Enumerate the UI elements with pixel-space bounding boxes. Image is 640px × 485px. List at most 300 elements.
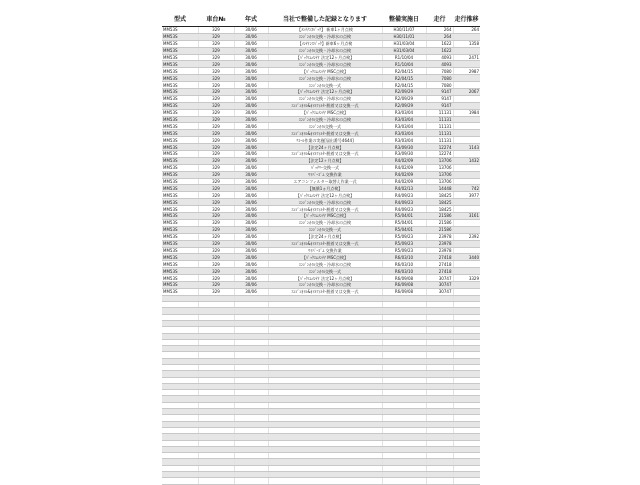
cell-service-date: R1/10/04	[382, 61, 426, 68]
cell-service-description: 【ﾊﾟｯｸｴﾑﾒﾝﾃﾅ MSC点検】	[268, 213, 382, 220]
cell-mileage-change	[453, 164, 480, 171]
cell-service-description: ｴﾝｼﾞﾝｵｲﾙ交換・冷却水の点検	[268, 281, 382, 288]
cell-model: MM53S	[162, 47, 198, 54]
cell-chassis-number: 329	[198, 109, 234, 116]
cell-model: MM53S	[162, 130, 198, 137]
table-row	[162, 247, 480, 254]
cell-mileage: 13706	[426, 171, 453, 178]
cell-service-description: ｴﾝｼﾞﾝｵｲﾙ交換・冷却水の点検	[268, 116, 382, 123]
cell-chassis-number: 329	[198, 33, 234, 40]
maintenance-record-table	[162, 10, 480, 485]
cell-mileage: 12274	[426, 144, 453, 151]
cell-service-date: R6/09/08	[382, 288, 426, 295]
cell-service-date: R5/04/01	[382, 213, 426, 220]
cell-mileage: 23978	[426, 240, 453, 247]
cell-service-date: R2/04/15	[382, 75, 426, 82]
cell-service-description: 【ﾊﾟｯｸｴﾑﾒﾝﾃﾅ 法定12ヶ月点検】	[268, 275, 382, 282]
cell-mileage: 13706	[426, 164, 453, 171]
table-row	[162, 109, 480, 116]
cell-mileage-change	[453, 261, 480, 268]
cell-service-date: R5/09/23	[382, 233, 426, 240]
cell-chassis-number: 329	[198, 130, 234, 137]
cell-model: MM53S	[162, 199, 198, 206]
table-row	[162, 130, 480, 137]
cell-chassis-number: 329	[198, 233, 234, 240]
header-mileage: 走行	[426, 10, 453, 27]
cell-mileage-change	[453, 268, 480, 275]
cell-chassis-number: 329	[198, 240, 234, 247]
table-row	[162, 144, 480, 151]
cell-model-year: 30/06	[234, 27, 268, 34]
cell-mileage: 4093	[426, 54, 453, 61]
cell-model-year: 30/06	[234, 109, 268, 116]
cell-model: MM53S	[162, 144, 198, 151]
table-row	[162, 261, 480, 268]
cell-mileage: 21586	[426, 213, 453, 220]
empty-cell	[426, 478, 453, 484]
cell-service-description: 【ﾊﾟｯｸｴﾑﾒﾝﾃﾅ 法定12ヶ月点検】	[268, 89, 382, 96]
table-row	[162, 281, 480, 288]
cell-service-date: R6/03/10	[382, 268, 426, 275]
cell-model: MM53S	[162, 240, 198, 247]
cell-service-date: R5/04/01	[382, 219, 426, 226]
cell-service-description: 【ﾒﾝﾃﾅﾝｽﾊﾟｯｸ】新車6ヶ月点検	[268, 40, 382, 47]
cell-service-date: R2/09/29	[382, 89, 426, 96]
cell-service-date: R3/03/04	[382, 137, 426, 144]
header-model-year: 年式	[234, 10, 268, 27]
table-row	[162, 254, 480, 261]
cell-model: MM53S	[162, 137, 198, 144]
cell-model: MM53S	[162, 233, 198, 240]
cell-model-year: 30/06	[234, 206, 268, 213]
header-model: 型式	[162, 10, 198, 27]
cell-model-year: 30/06	[234, 213, 268, 220]
cell-model: MM53S	[162, 102, 198, 109]
cell-service-date: R3/03/04	[382, 130, 426, 137]
cell-service-description: 【法定12ヶ月点検】	[268, 157, 382, 164]
cell-model: MM53S	[162, 288, 198, 295]
cell-model: MM53S	[162, 95, 198, 102]
cell-service-description: 【法定24ヶ月点検】	[268, 144, 382, 151]
cell-chassis-number: 329	[198, 27, 234, 34]
cell-mileage-change	[453, 61, 480, 68]
table-row	[162, 89, 480, 96]
cell-chassis-number: 329	[198, 192, 234, 199]
cell-service-date: R2/04/15	[382, 68, 426, 75]
cell-mileage: 21586	[426, 226, 453, 233]
cell-service-date: R5/09/23	[382, 240, 426, 247]
cell-model-year: 30/06	[234, 61, 268, 68]
cell-model: MM53S	[162, 116, 198, 123]
cell-mileage: 30747	[426, 281, 453, 288]
cell-mileage: 30747	[426, 275, 453, 282]
cell-chassis-number: 329	[198, 89, 234, 96]
cell-service-description: ﾊﾞｯﾃﾘｰ交換一式	[268, 164, 382, 171]
table-row	[162, 288, 480, 295]
cell-model: MM53S	[162, 123, 198, 130]
cell-service-description: ｴﾝｼﾞﾝｵｲﾙ&ｵｲﾙﾌｨﾙﾀｰ脱着又は交換一式	[268, 151, 382, 158]
cell-service-date: R5/04/01	[382, 226, 426, 233]
empty-cell	[198, 478, 234, 484]
table-row	[162, 68, 480, 75]
table-row	[162, 206, 480, 213]
cell-chassis-number: 329	[198, 226, 234, 233]
cell-model: MM53S	[162, 192, 198, 199]
table-row	[162, 137, 480, 144]
cell-mileage: 264	[426, 33, 453, 40]
cell-model: MM53S	[162, 82, 198, 89]
cell-model: MM53S	[162, 219, 198, 226]
cell-model: MM53S	[162, 40, 198, 47]
table-row	[162, 240, 480, 247]
cell-model: MM53S	[162, 226, 198, 233]
cell-chassis-number: 329	[198, 116, 234, 123]
cell-mileage: 27418	[426, 261, 453, 268]
cell-mileage: 21586	[426, 219, 453, 226]
cell-mileage-change	[453, 206, 480, 213]
cell-service-description: ﾜｲﾊﾟｰｺﾞﾑ 交換作業	[268, 247, 382, 254]
cell-service-date: R4/09/23	[382, 206, 426, 213]
cell-chassis-number: 329	[198, 199, 234, 206]
cell-mileage-change: 1432	[453, 157, 480, 164]
cell-service-date: R4/09/23	[382, 199, 426, 206]
cell-chassis-number: 329	[198, 185, 234, 192]
cell-mileage-change: 3329	[453, 275, 480, 282]
cell-service-date: R3/03/04	[382, 109, 426, 116]
cell-service-description: ｴﾝｼﾞﾝｵｲﾙ交換・冷却水の点検	[268, 261, 382, 268]
table-row	[162, 233, 480, 240]
cell-mileage-change: 2471	[453, 54, 480, 61]
header-service-description: 当社で整備した記録となります	[268, 10, 382, 27]
cell-chassis-number: 329	[198, 213, 234, 220]
empty-cell	[234, 478, 268, 484]
cell-mileage: 30747	[426, 288, 453, 295]
empty-cell	[453, 478, 480, 484]
header-mileage-change: 走行推移	[453, 10, 480, 27]
cell-service-description: ｴﾝｼﾞﾝｵｲﾙ交換・冷却水の点検	[268, 219, 382, 226]
table-row	[162, 27, 480, 34]
table-row	[162, 164, 480, 171]
cell-model: MM53S	[162, 151, 198, 158]
cell-model: MM53S	[162, 178, 198, 185]
cell-mileage-change: 2987	[453, 68, 480, 75]
cell-model-year: 30/06	[234, 199, 268, 206]
cell-mileage-change	[453, 123, 480, 130]
cell-chassis-number: 329	[198, 54, 234, 61]
cell-service-description: 【ﾒﾝﾃﾅﾝｽﾊﾟｯｸ】 新車1ヶ月点検	[268, 27, 382, 34]
cell-model: MM53S	[162, 33, 198, 40]
cell-service-date: R4/02/09	[382, 171, 426, 178]
table-row	[162, 33, 480, 40]
cell-model-year: 30/06	[234, 157, 268, 164]
cell-model-year: 30/06	[234, 151, 268, 158]
cell-chassis-number: 329	[198, 40, 234, 47]
cell-service-description: ﾘｺｰﾙ作業の実施[届出番号4644]	[268, 137, 382, 144]
cell-model-year: 30/06	[234, 95, 268, 102]
cell-chassis-number: 329	[198, 95, 234, 102]
cell-model: MM53S	[162, 275, 198, 282]
cell-model-year: 30/06	[234, 261, 268, 268]
cell-service-description: 【ﾊﾟｯｸｴﾑﾒﾝﾃﾅ 法定12ヶ月点検】	[268, 54, 382, 61]
cell-chassis-number: 329	[198, 123, 234, 130]
table-row	[162, 199, 480, 206]
cell-mileage: 1622	[426, 47, 453, 54]
cell-service-date: R6/03/10	[382, 261, 426, 268]
table-row	[162, 54, 480, 61]
cell-mileage-change	[453, 33, 480, 40]
cell-service-date: R4/02/09	[382, 157, 426, 164]
cell-model-year: 30/06	[234, 240, 268, 247]
header-service-date: 整備実施日	[382, 10, 426, 27]
cell-mileage: 13706	[426, 178, 453, 185]
cell-service-date: R6/09/08	[382, 275, 426, 282]
cell-mileage-change	[453, 171, 480, 178]
empty-cell	[162, 478, 198, 484]
cell-mileage-change: 1358	[453, 40, 480, 47]
cell-service-date: R2/09/29	[382, 102, 426, 109]
table-row	[162, 47, 480, 54]
cell-service-description: 【ﾊﾟｯｸｴﾑﾒﾝﾃﾅ MSC点検】	[268, 254, 382, 261]
cell-model: MM53S	[162, 171, 198, 178]
cell-chassis-number: 329	[198, 75, 234, 82]
cell-service-description: ｴﾝｼﾞﾝｵｲﾙ交換・冷却水の点検	[268, 33, 382, 40]
cell-model: MM53S	[162, 89, 198, 96]
cell-service-description: ｴﾝｼﾞﾝｵｲﾙ&ｵｲﾙﾌｨﾙﾀｰ脱着又は交換一式	[268, 130, 382, 137]
cell-model: MM53S	[162, 261, 198, 268]
cell-service-description: ｴﾝｼﾞﾝｵｲﾙ交換一式	[268, 268, 382, 275]
cell-chassis-number: 329	[198, 164, 234, 171]
cell-model: MM53S	[162, 164, 198, 171]
cell-mileage-change	[453, 75, 480, 82]
cell-chassis-number: 329	[198, 219, 234, 226]
cell-mileage: 7080	[426, 68, 453, 75]
cell-model-year: 30/06	[234, 164, 268, 171]
empty-cell	[382, 478, 426, 484]
cell-mileage: 11131	[426, 109, 453, 116]
cell-service-description: ｴﾝｼﾞﾝｵｲﾙ&ｵｲﾙﾌｨﾙﾀｰ脱着又は交換一式	[268, 240, 382, 247]
cell-chassis-number: 329	[198, 206, 234, 213]
cell-mileage: 23978	[426, 233, 453, 240]
header-chassis-number: 車台№	[198, 10, 234, 27]
cell-mileage: 11131	[426, 130, 453, 137]
cell-mileage-change	[453, 281, 480, 288]
cell-service-date: R2/09/29	[382, 95, 426, 102]
cell-mileage: 14448	[426, 185, 453, 192]
cell-model-year: 30/06	[234, 102, 268, 109]
cell-service-date: R2/04/15	[382, 82, 426, 89]
cell-chassis-number: 329	[198, 47, 234, 54]
cell-chassis-number: 329	[198, 247, 234, 254]
cell-service-description: ｴﾝｼﾞﾝｵｲﾙ交換・冷却水の点検	[268, 199, 382, 206]
table-row	[162, 192, 480, 199]
cell-mileage-change: 1143	[453, 144, 480, 151]
cell-model-year: 30/06	[234, 233, 268, 240]
cell-model-year: 30/06	[234, 40, 268, 47]
cell-service-date: R3/09/30	[382, 144, 426, 151]
cell-service-description: ｴﾝｼﾞﾝｵｲﾙ交換・冷却水の点検	[268, 95, 382, 102]
cell-chassis-number: 329	[198, 151, 234, 158]
table-row	[162, 226, 480, 233]
cell-mileage-change	[453, 116, 480, 123]
cell-model: MM53S	[162, 61, 198, 68]
cell-model-year: 30/06	[234, 192, 268, 199]
cell-service-description: ｴﾝｼﾞﾝｵｲﾙ交換一式	[268, 123, 382, 130]
cell-mileage: 1622	[426, 40, 453, 47]
cell-chassis-number: 329	[198, 137, 234, 144]
table-row	[162, 116, 480, 123]
cell-model-year: 30/06	[234, 130, 268, 137]
table-row	[162, 185, 480, 192]
cell-chassis-number: 329	[198, 268, 234, 275]
cell-mileage: 11131	[426, 116, 453, 123]
cell-mileage-change: 742	[453, 185, 480, 192]
cell-mileage-change: 2067	[453, 89, 480, 96]
cell-mileage-change	[453, 82, 480, 89]
cell-chassis-number: 329	[198, 157, 234, 164]
cell-service-date: R6/09/08	[382, 281, 426, 288]
cell-mileage: 7080	[426, 75, 453, 82]
cell-model: MM53S	[162, 206, 198, 213]
cell-model-year: 30/06	[234, 247, 268, 254]
cell-chassis-number: 329	[198, 144, 234, 151]
cell-service-date: H30/11/07	[382, 27, 426, 34]
cell-model-year: 30/06	[234, 185, 268, 192]
cell-service-description: ｴﾝｼﾞﾝｵｲﾙ交換一式	[268, 82, 382, 89]
cell-service-date: R3/03/04	[382, 116, 426, 123]
cell-mileage-change	[453, 226, 480, 233]
cell-model-year: 30/06	[234, 68, 268, 75]
table-row	[162, 102, 480, 109]
cell-chassis-number: 329	[198, 281, 234, 288]
cell-service-date: H30/11/01	[382, 33, 426, 40]
table-row	[162, 178, 480, 185]
cell-service-description: ｴﾝｼﾞﾝｵｲﾙ&ｵｲﾙﾌｨﾙﾀｰ脱着又は交換一式	[268, 288, 382, 295]
cell-mileage: 23978	[426, 247, 453, 254]
cell-mileage: 18425	[426, 199, 453, 206]
cell-mileage: 4093	[426, 61, 453, 68]
cell-mileage: 27418	[426, 254, 453, 261]
cell-service-description: ｴﾝｼﾞﾝｵｲﾙ&ｵｲﾙﾌｨﾙﾀｰ脱着又は交換一式	[268, 102, 382, 109]
cell-service-date: R4/02/13	[382, 185, 426, 192]
cell-model-year: 30/06	[234, 281, 268, 288]
cell-chassis-number: 329	[198, 102, 234, 109]
cell-mileage: 7080	[426, 82, 453, 89]
cell-mileage-change: 3440	[453, 254, 480, 261]
cell-chassis-number: 329	[198, 82, 234, 89]
cell-model-year: 30/06	[234, 226, 268, 233]
cell-service-description: 【ﾊﾟｯｸｴﾑﾒﾝﾃﾅ MSC点検】	[268, 109, 382, 116]
table-row	[162, 213, 480, 220]
cell-mileage: 12274	[426, 151, 453, 158]
table-row	[162, 171, 480, 178]
cell-service-description: エアコンフィルター取替え作業一式	[268, 178, 382, 185]
cell-model-year: 30/06	[234, 178, 268, 185]
cell-service-description: 【法定24ヶ月点検】	[268, 233, 382, 240]
cell-service-date: R4/09/23	[382, 192, 426, 199]
cell-service-description: ｴﾝｼﾞﾝｵｲﾙ交換・冷却水の点検	[268, 47, 382, 54]
cell-model: MM53S	[162, 213, 198, 220]
cell-model-year: 30/06	[234, 123, 268, 130]
table-row	[162, 40, 480, 47]
cell-mileage: 9147	[426, 95, 453, 102]
cell-model: MM53S	[162, 268, 198, 275]
cell-service-date: R4/02/09	[382, 164, 426, 171]
table-row	[162, 268, 480, 275]
cell-model: MM53S	[162, 27, 198, 34]
cell-model-year: 30/06	[234, 116, 268, 123]
cell-mileage-change: 264	[453, 27, 480, 34]
cell-chassis-number: 329	[198, 171, 234, 178]
cell-model-year: 30/06	[234, 137, 268, 144]
cell-model-year: 30/06	[234, 268, 268, 275]
cell-mileage-change	[453, 288, 480, 295]
cell-mileage-change	[453, 130, 480, 137]
cell-model: MM53S	[162, 247, 198, 254]
cell-chassis-number: 329	[198, 275, 234, 282]
cell-mileage-change	[453, 240, 480, 247]
empty-table-row	[162, 478, 480, 484]
table-row	[162, 95, 480, 102]
cell-mileage: 27418	[426, 268, 453, 275]
cell-service-description: ﾜｲﾊﾟｰｺﾞﾑ 交換作業	[268, 171, 382, 178]
cell-service-description: ｴﾝｼﾞﾝｵｲﾙ交換・冷却水の点検	[268, 61, 382, 68]
cell-service-description: ｴﾝｼﾞﾝｵｲﾙ交換・冷却水の点検	[268, 75, 382, 82]
table-body	[162, 27, 480, 485]
cell-mileage: 11131	[426, 123, 453, 130]
cell-mileage-change	[453, 219, 480, 226]
table-row	[162, 275, 480, 282]
cell-service-date: R3/09/30	[382, 151, 426, 158]
cell-chassis-number: 329	[198, 68, 234, 75]
cell-mileage-change: 3977	[453, 192, 480, 199]
table-row	[162, 219, 480, 226]
table-header-row	[162, 10, 480, 27]
cell-service-date: R3/03/04	[382, 123, 426, 130]
cell-model-year: 30/06	[234, 89, 268, 96]
cell-model-year: 30/06	[234, 54, 268, 61]
table-row	[162, 123, 480, 130]
table-row	[162, 157, 480, 164]
cell-service-description: ｴﾝｼﾞﾝｵｲﾙ&ｵｲﾙﾌｨﾙﾀｰ脱着又は交換一式	[268, 206, 382, 213]
cell-mileage-change	[453, 151, 480, 158]
cell-chassis-number: 329	[198, 61, 234, 68]
cell-mileage-change	[453, 102, 480, 109]
cell-service-date: H31/03/04	[382, 47, 426, 54]
cell-service-date: R1/10/04	[382, 54, 426, 61]
cell-mileage-change	[453, 95, 480, 102]
maintenance-record-sheet	[162, 10, 480, 485]
cell-mileage-change	[453, 199, 480, 206]
cell-model: MM53S	[162, 281, 198, 288]
cell-model-year: 30/06	[234, 144, 268, 151]
cell-chassis-number: 329	[198, 178, 234, 185]
cell-mileage: 18425	[426, 206, 453, 213]
cell-mileage-change	[453, 47, 480, 54]
cell-mileage-change	[453, 137, 480, 144]
table-row	[162, 75, 480, 82]
cell-model-year: 30/06	[234, 33, 268, 40]
cell-model-year: 30/06	[234, 47, 268, 54]
cell-model-year: 30/06	[234, 75, 268, 82]
cell-mileage-change	[453, 178, 480, 185]
cell-service-description: 【無償1ヵ月点検】	[268, 185, 382, 192]
cell-mileage: 264	[426, 27, 453, 34]
cell-mileage: 9147	[426, 89, 453, 96]
cell-mileage: 9147	[426, 102, 453, 109]
cell-mileage: 11131	[426, 137, 453, 144]
cell-chassis-number: 329	[198, 254, 234, 261]
cell-model: MM53S	[162, 54, 198, 61]
